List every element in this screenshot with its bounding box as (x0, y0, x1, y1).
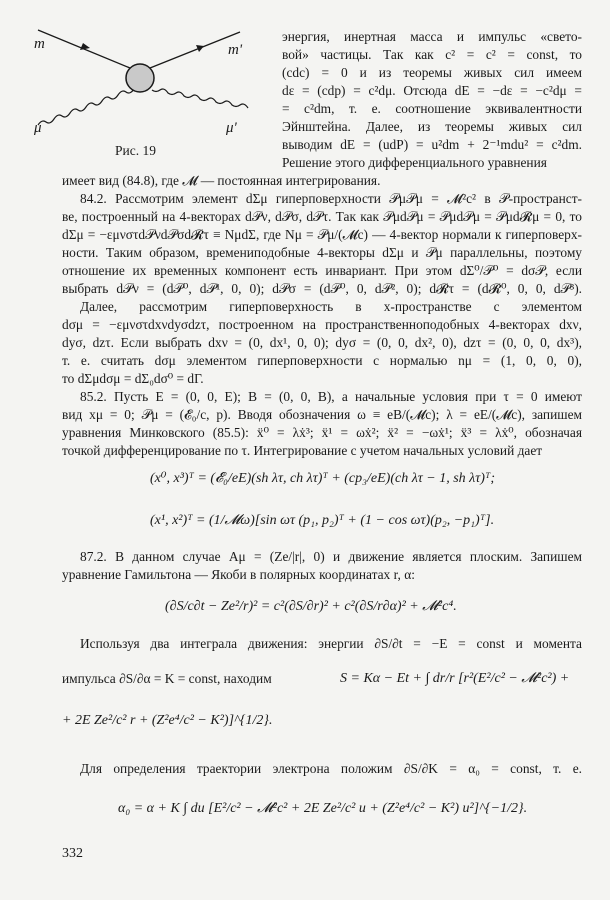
text-line: импульса ∂S/∂α = K = const, находим (62, 671, 272, 686)
text-line: Далее, рассмотрим гиперповерхность в x-пространстве с элементом (80, 299, 582, 314)
label-m: m (34, 36, 45, 52)
section-87-2: 87.2. В данном случае Aμ = (Ze/|r|, 0) и движение является плоским. Запишем (80, 549, 582, 564)
column-line: выводим dE = (udP) = u²dm + 2⁻¹mdu² = c²dm. (282, 137, 582, 152)
text-line: имеет вид (84.8), где 𝓜 — постоянная интегрирования. (62, 173, 381, 188)
text-line: точкой дифференцирование по τ. Интегрирование с учетом начальных условий дает (62, 443, 543, 458)
column-line: Решение этого дифференциального уравнения (282, 155, 547, 170)
text-line: dyσ, dzτ. Если выбрать dxν = (0, dx¹, 0, 0); dyσ = (0, 0, dx², 0), dzτ = (0, 0, 0, dx³), (62, 335, 582, 350)
equation-action-s: S = Kα − Et + ∫ dr/r [r²(E²/c² − 𝓜²c²) + (340, 671, 570, 686)
figure-caption: Рис. 19 (115, 143, 156, 158)
outgoing-line-m (150, 32, 240, 68)
text-line: то dΣμdσμ = dΣ₀dσ⁰ = dΓ. (62, 371, 204, 386)
label-m-prime: m' (228, 42, 243, 58)
column-line: (cdc) = 0 и из теоремы живых сил имеем (282, 65, 582, 80)
column-line: = c²dm, т. е. соотношение эквивалентности (282, 101, 582, 116)
text-line: Для определения траектории электрона положим ∂S/∂K = α₀ = const, т. е. (80, 761, 582, 776)
label-mu-prime: μ' (226, 120, 237, 135)
column-line: Эйнштейна. Далее, из теоремы живых сил (282, 119, 582, 134)
section-85-2: 85.2. Пусть E = (0, 0, E); B = (0, 0, B), а начальные условия при τ = 0 имеют (80, 389, 582, 404)
page-number: 332 (62, 846, 83, 861)
arrow-in-m (80, 43, 90, 50)
interaction-vertex (126, 64, 154, 92)
text-line: уравнение Гамильтона — Якоби в полярных координатах r, α: (62, 567, 415, 582)
label-mu: μ (34, 120, 42, 135)
column-line: вой» частицы. Так как c² = c² = const, то (282, 47, 582, 62)
column-line: dε = (cdp) = c²dμ. Отсюда dE = −dε = −c²dμ = (282, 83, 582, 98)
outgoing-wavy-mu (152, 89, 248, 108)
text-line: вид xμ = 0; 𝒫μ = (𝓔₀/c, p). Вводя обозначения ω ≡ eB/(𝓜c); λ = eE/(𝓜c), запишем (62, 407, 582, 422)
column-line: энергия, инертная масса и импульс «свето- (282, 29, 582, 44)
scattering-diagram (28, 20, 258, 135)
text-line: Используя два интеграла движения: энергии ∂S/∂t = −E = const и момента (80, 636, 582, 651)
equation-hamilton-jacobi: (∂S/c∂t − Ze²/r)² = c²(∂S/∂r)² + c²(∂S/r∂α)² + 𝓜²c⁴. (165, 599, 457, 614)
text-line: т. е. считать dσμ элементом гиперповерхности с нормалью nμ = (1, 0, 0, 0), (62, 353, 582, 368)
incoming-wavy-mu (38, 89, 134, 125)
text-line: уравнения Минковского (85.5): ẍ⁰ = λẋ³; ẍ¹ = ωẋ²; ẍ² = −ωẋ¹; ẍ³ = λẋ⁰, обозначая (62, 425, 582, 440)
equation-x0-x3: (x⁰, x³)ᵀ = (𝓔₀/eE)(sh λτ, ch λτ)ᵀ + (cp₃/eE)(ch λτ − 1, sh λτ)ᵀ; (150, 471, 495, 486)
section-84-2: 84.2. Рассмотрим элемент dΣμ гиперповерхности 𝒫μ𝒫μ = 𝓜²c² в 𝒫-пространст- (80, 191, 582, 206)
text-line: ности. Таким образом, времениподобные 4-векторы dΣμ и 𝒫μ параллельны, поэтому (62, 245, 582, 260)
text-line: выбрать d𝒫ν = (d𝒫⁰, d𝒫¹, 0, 0); d𝒫σ = (d𝒫⁰, 0, d𝒫², 0); d𝓡τ = (d𝓡⁰, 0, 0, d𝒫³). (62, 281, 582, 296)
equation-trajectory: α₀ = α + K ∫ du [E²/c² − 𝓜²c² + 2E Ze²/c² u + (Z²e⁴/c² − K²) u²]^{−1/2}. (118, 801, 528, 816)
equation-action-s-continued: + 2E Ze²/c² r + (Z²e⁴/c² − K²)]^{1/2}. (62, 713, 273, 728)
text-line: dσμ = −εμνστdxνdyσdzτ, построенном на пространственноподобных 4-векторах dxν, (62, 317, 582, 332)
text-line: отношение их временных компонент есть инвариант. При этом dΣ⁰/𝒫⁰ = dσ𝒫, если (62, 263, 582, 278)
text-line: dΣμ = −εμνστd𝒫νd𝒫σd𝓡τ ≡ NμdΣ, где Nμ = 𝒫μ/(𝓜c) — 4-вектор нормали к гиперповерх- (62, 227, 582, 242)
text-line: ве, построенный на 4-векторах d𝒫ν, d𝒫σ, d𝒫τ. Так как 𝒫μd𝒫μ = 𝒫μd𝒫μ = 𝒫μd𝓡μ = 0, то (62, 209, 582, 224)
equation-x1-x2: (x¹, x²)ᵀ = (1/𝓜ω)[sin ωτ (p₁, p₂)ᵀ + (1 − cos ωτ)(p₂, −p₁)ᵀ]. (150, 513, 495, 528)
